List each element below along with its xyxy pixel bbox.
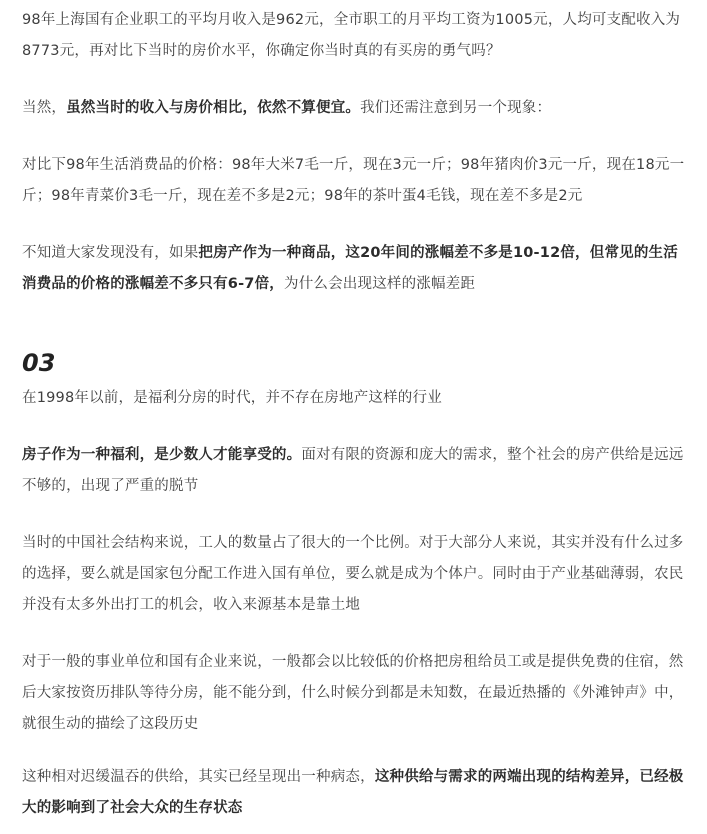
paragraph-housing-welfare-emphasis: 房子作为一种福利，是少数人才能享受的。 bbox=[22, 447, 302, 463]
paragraph-housing-allocation bbox=[22, 647, 687, 740]
paragraph-price-comparison-intro: 当然， bbox=[22, 100, 67, 116]
paragraph-income bbox=[22, 5, 687, 67]
paragraph-price-comparison-emphasis: 虽然当时的收入与房价相比，依然不算便宜。 bbox=[66, 100, 361, 116]
paragraph-growth-gap-outro: 为什么会出现这样的涨幅差距 bbox=[284, 276, 476, 292]
paragraph-growth-gap-intro: 不知道大家发现没有，如果 bbox=[22, 245, 199, 261]
paragraph-welfare-era bbox=[22, 383, 687, 414]
paragraph-price-comparison-outro: 我们还需注意到另一个现象： bbox=[360, 100, 552, 116]
paragraph-structural-gap-emphasis: 这种供给与需求的两端出现的结构差异，已经极大的影响到了社会大众的生存状态 bbox=[22, 769, 684, 816]
paragraph-consumer-goods-text: 对比下98年生活消费品的价格：98年大米7毛一斤，现在3元一斤；98年猪肉价3元一斤，现在18元一斤；98年青菜价3毛一斤，现在差不多是2元；98年的茶叶蛋4毛钱，现在差不多是2元 bbox=[22, 157, 685, 204]
paragraph-social-structure bbox=[22, 528, 687, 621]
paragraph-housing-welfare-text: 面对有限的资源和庞大的需求，整个社会的房产供给是远远不够的，出现了严重的脱节 bbox=[22, 447, 684, 494]
paragraph-growth-gap-emphasis: 把房产作为一种商品，这20年间的涨幅差不多是10-12倍，但常见的生活消费品的价格的涨幅差不多只有6-7倍， bbox=[22, 245, 678, 292]
paragraph-housing-allocation-text: 对于一般的事业单位和国有企业来说，一般都会以比较低的价格把房租给员工或是提供免费的住宿，然后大家按资历排队等待分房，能不能分到，什么时候分到都是未知数，在最近热播的《外滩钟声》中，就很生动的描绘了这段历史 bbox=[22, 654, 684, 732]
paragraph-structural-gap-intro: 这种相对迟缓温吞的供给，其实已经呈现出一种病态， bbox=[22, 769, 375, 785]
paragraph-housing-welfare bbox=[22, 440, 687, 502]
paragraph-consumer-goods bbox=[22, 150, 687, 212]
paragraph-price-comparison bbox=[22, 93, 687, 124]
paragraph-social-structure-text: 当时的中国社会结构来说，工人的数量占了很大的一个比例。对于大部分人来说，其实并没有什么过多的选择，要么就是国家包分配工作进入国有单位，要么就是成为个体户。同时由于产业基础薄弱，农民并没有太多外出打工的机会，收入来源基本是靠土地 bbox=[22, 535, 684, 613]
paragraph-income-text: 98年上海国有企业职工的平均月收入是962元，全市职工的月平均工资为1005元，人均可支配收入为8773元，再对比下当时的房价水平，你确定你当时真的有买房的勇气吗？ bbox=[22, 12, 681, 59]
paragraph-growth-gap bbox=[22, 238, 687, 300]
paragraph-structural-gap bbox=[22, 762, 687, 824]
section-number: 03 bbox=[22, 349, 56, 377]
paragraph-welfare-era-text: 在1998年以前，是福利分房的时代，并不存在房地产这样的行业 bbox=[22, 390, 442, 406]
